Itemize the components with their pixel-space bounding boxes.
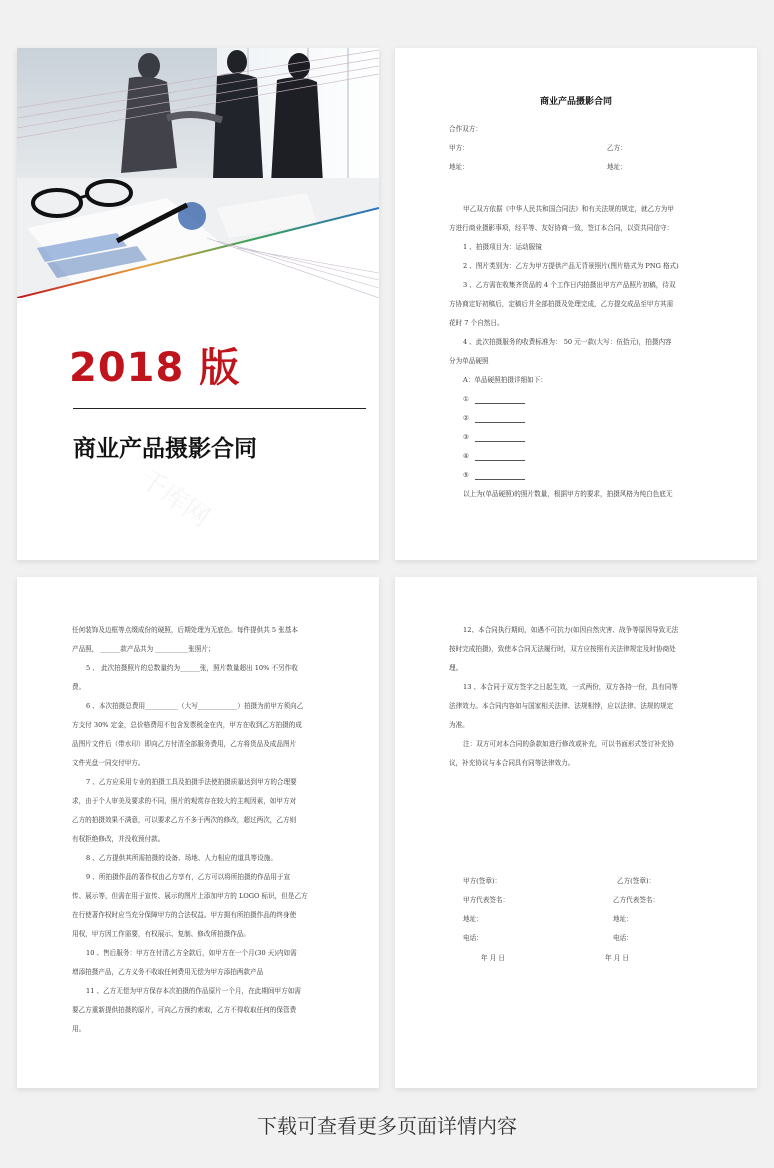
party-a-rep-label: 甲方代表签名： [463, 896, 510, 904]
clause-line: 甲乙双方依据《中华人民共和国合同法》和有关法规的规定，就乙方为甲 [463, 205, 674, 213]
address-b-label: 地址： [607, 163, 627, 171]
clause-line: 方支付 30% 定金，总价格费用不包含发票税金在内，甲方在收到乙方拍摄的成 [72, 721, 302, 729]
list-item: ① [449, 390, 679, 409]
contract-page-1 [395, 48, 757, 560]
party-a-label: 甲方： [449, 144, 469, 152]
party-b-label: 乙方： [607, 144, 627, 152]
clause-line: 在行使著作权时应当充分保障甲方的合法权益。甲方拥有所拍摄作品的终身使 [72, 911, 297, 919]
clause-line: 有权拒绝修改，并没收预付款。 [72, 835, 165, 843]
clause-line: 用权，甲方因工作需要，有权展示、复制、修改所拍摄作品。 [72, 930, 251, 938]
cover-photo [17, 48, 379, 298]
clause-line: 注：双方可对本合同的条款如进行修改或补充，可以书面形式签订补充协 [463, 740, 674, 748]
party-b-phone-label: 电话： [613, 934, 633, 942]
clause-line: 方进行商业摄影事项，经平等、友好协商一致，签订本合同，以资共同信守： [449, 224, 674, 232]
clause-line: 传、展示等，但需在用于宣传、展示的图片上添加甲方的 LOGO 标识，但是乙方 [72, 892, 308, 900]
clause-line: 6 、本次拍摄总费用__________（大写____________）拍摄为前甲方须向乙 [86, 702, 304, 710]
cover-year-label: 2018 版 [69, 345, 241, 391]
clause-line: 产品照， ______款产品共为 __________张照片； [72, 645, 215, 653]
clause-line: 方协商定好初稿后，定稿后并全部拍摄及处理完成，乙方提交成品至甲方其需 [449, 300, 674, 308]
clauses-block [449, 621, 678, 773]
clause-line: 增添拍摄产品，乙方义务不收取任何费用无偿为甲方添拍两款产品 [72, 968, 264, 976]
download-caption: 下载可查看更多页面详情内容 [257, 1114, 517, 1138]
clause-line: 12、本合同执行期间，如遇不可抗力(如因自然灾害、战争等原因导致无法 [463, 626, 679, 634]
clause-line: 用。 [72, 1025, 86, 1033]
watermark [133, 459, 218, 534]
contract-page-3 [395, 577, 757, 1088]
clause-line: 9 、所拍摄作品的著作权由乙方享有，乙方可以将所拍摄的作品用于宣 [86, 873, 291, 881]
party-b-address-label: 地址： [613, 915, 633, 923]
clause-line: 13 、本合同于双方签字之日起生效，一式两份，双方各持一份，具有同等 [463, 683, 678, 691]
clause-line: 按时完成拍摄)，致使本合同无法履行时，双方应按照有关法律规定及时协商处 [449, 645, 676, 653]
clauses-block [449, 200, 679, 504]
clause-line: 文件光盘一同交付甲方。 [72, 759, 145, 767]
address-a-label: 地址： [449, 163, 469, 171]
clause-line: 为准。 [449, 721, 469, 729]
clause-line: A：单品硬照拍摄详细如下： [463, 376, 547, 384]
party-a-date: 年 月 日 [481, 954, 505, 962]
clause-line: 分为单品硬照 [449, 357, 489, 365]
list-item: ④ [449, 447, 679, 466]
party-a-sign-label: 甲方(签章)： [463, 877, 502, 885]
contract-page-2 [17, 577, 379, 1088]
clause-line: 4 、此次拍摄服务的收费标准为： 50 元一款(大写：伍拾元)，拍摄内容 [463, 338, 672, 346]
clause-line: 议，补充协议与本合同具有同等法律效力。 [449, 759, 575, 767]
cover-divider [73, 408, 366, 409]
clause-line: 乙方的拍摄效果不满意，可以要求乙方不多于两次的修改，超过两次，乙方则 [72, 816, 297, 824]
clause-line: 10 、售后服务：甲方在付清乙方全款后，如甲方在一个月(30 天)内如需 [86, 949, 297, 957]
clause-line: 3 、乙方需在收集齐货品的 4 个工作日内拍摄出甲方产品照片初稿，待双 [463, 281, 676, 289]
parties-label: 合作双方： [449, 125, 482, 133]
party-b-sign-label: 乙方(签章)： [617, 877, 656, 885]
party-b-date: 年 月 日 [605, 954, 629, 962]
parties-block [449, 120, 627, 177]
clauses-block [72, 621, 308, 1039]
party-a-address-label: 地址： [463, 915, 483, 923]
clause-line: 法律效力。本合同内容如与国家相关法律、法规相悖，应以法律、法规的规定 [449, 702, 674, 710]
clause-line: 1 、拍摄项目为：运动服镜 [463, 243, 542, 251]
clause-line: 2 、图片类别为：乙方为甲方提供产品无背景照片(图片格式为 PNG 格式) [463, 262, 679, 270]
clause-line: 5 、 此次拍摄照片的总数量约为______张，照片数量超出 10% 不另作收 [86, 664, 298, 672]
clause-line: 费。 [72, 683, 86, 691]
party-a-phone-label: 电话： [463, 934, 483, 942]
clause-line: 求，由于个人审美及要求的不同，照片的观赏存在较大的主观因素，如甲方对 [72, 797, 297, 805]
clause-line: 任何装饰及边框等点缀成份的硬照，后期处理为无底色。每件提供共 5 张基本 [72, 626, 298, 634]
clause-line: 以上为(单品硬照)的照片数量，根据甲方的要求，拍摄风格为纯白色底无 [463, 490, 673, 498]
clause-line: 品图片文件后（带水印）即向乙方付清全部服务费用，乙方将货品及成品图片 [72, 740, 297, 748]
list-item: ⑤ [449, 466, 679, 485]
clause-line: 花时 7 个自然日。 [449, 319, 504, 327]
clause-line: 11 、乙方无偿为甲方保存本次拍摄的作品原片一个月，在此期间甲方如需 [86, 987, 301, 995]
clause-line: 7 、乙方应采用专业的拍摄工具及拍摄手法使拍摄质量达到甲方的合理要 [86, 778, 297, 786]
list-item: ② [449, 409, 679, 428]
list-item: ③ [449, 428, 679, 447]
contract-title: 商业产品摄影合同 [539, 97, 612, 107]
cover-page [17, 48, 379, 560]
clause-line: 8 、乙方提供其所需拍摄的设备、场地、人力相应的道具等设施。 [86, 854, 277, 862]
clause-line: 理。 [449, 664, 463, 672]
party-b-rep-label: 乙方代表签名： [613, 896, 660, 904]
clause-line: 要乙方重新提供拍摄的原片，可向乙方预约索取，乙方不得收取任何的保管费 [72, 1006, 297, 1014]
cover-title: 商业产品摄影合同 [73, 436, 257, 462]
